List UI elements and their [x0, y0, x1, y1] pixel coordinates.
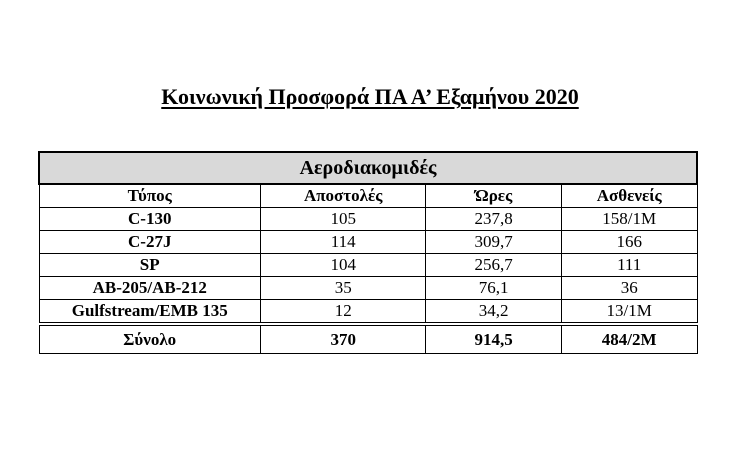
cell-hours: 256,7: [426, 254, 561, 277]
cell-missions: 35: [260, 277, 426, 300]
cell-patients: 158/1M: [561, 208, 697, 231]
header-missions: Αποστολές: [260, 184, 426, 208]
cell-type: SP: [39, 254, 260, 277]
cell-missions: 12: [260, 300, 426, 325]
total-missions: 370: [260, 324, 426, 354]
document-title: [0, 84, 740, 110]
header-hours: Ώρες: [426, 184, 561, 208]
cell-patients: 36: [561, 277, 697, 300]
cell-hours: 76,1: [426, 277, 561, 300]
table-row: [39, 277, 697, 300]
cell-missions: 104: [260, 254, 426, 277]
cell-patients: 111: [561, 254, 697, 277]
total-row: [39, 324, 697, 354]
table-row: [39, 254, 697, 277]
cell-hours: 34,2: [426, 300, 561, 325]
table-row: [39, 300, 697, 325]
cell-type: Gulfstream/EMB 135: [39, 300, 260, 325]
header-patients: Ασθενείς: [561, 184, 697, 208]
document-title-text: Κοινωνική Προσφορά ΠΑ Α’ Εξαμήνου 2020: [161, 84, 579, 109]
total-patients: 484/2M: [561, 324, 697, 354]
cell-patients: 13/1M: [561, 300, 697, 325]
table-caption: Αεροδιακομιδές: [39, 152, 697, 184]
cell-type: C-130: [39, 208, 260, 231]
cell-type: C-27J: [39, 231, 260, 254]
cell-missions: 114: [260, 231, 426, 254]
total-hours: 914,5: [426, 324, 561, 354]
table-row: [39, 208, 697, 231]
cell-missions: 105: [260, 208, 426, 231]
cell-patients: 166: [561, 231, 697, 254]
cell-hours: 309,7: [426, 231, 561, 254]
total-label: Σύνολο: [39, 324, 260, 354]
table-row: [39, 231, 697, 254]
header-type: Τύπος: [39, 184, 260, 208]
cell-type: AB-205/AB-212: [39, 277, 260, 300]
cell-hours: 237,8: [426, 208, 561, 231]
air-ambulance-table: [38, 151, 698, 354]
